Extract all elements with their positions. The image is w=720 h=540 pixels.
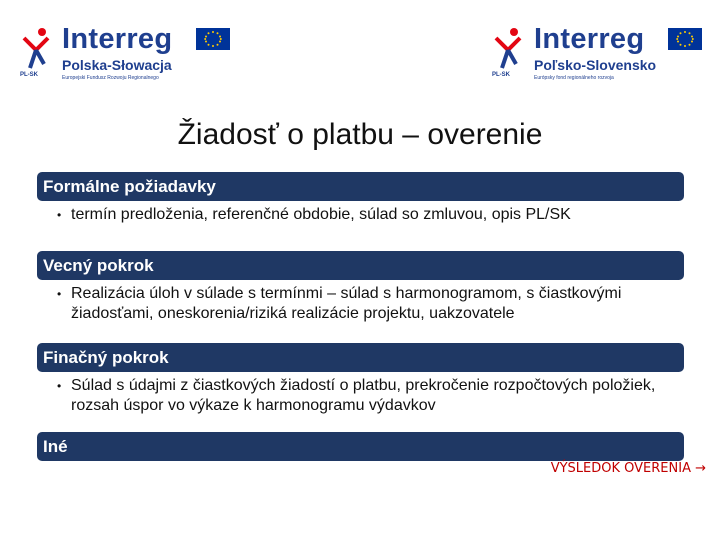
bullet-icon: • bbox=[57, 287, 62, 301]
logo-fund-note: Európsky fond regionálneho rozvoja bbox=[534, 75, 614, 81]
section-header-progress: Vecný pokrok bbox=[37, 251, 684, 280]
bullet-text: termín predloženia, referenčné obdobie, súlad so zmluvou, opis PL/SK bbox=[71, 206, 571, 223]
logo-program: Poľsko-Slovensko bbox=[534, 57, 657, 73]
section-bullet-financial bbox=[57, 376, 682, 416]
section-bullet-progress bbox=[57, 284, 682, 324]
result-label: VÝSLEDOK OVERENIA → bbox=[550, 461, 706, 476]
bullet-text: Realizácia úloh v súlade s termínmi – súlad s harmonogramom, s čiastkovými žiadosťami, oneskorenia/riziká realizácie projektu, uakzovatele bbox=[71, 285, 622, 322]
page-title: Žiadosť o platbu – overenie bbox=[177, 118, 543, 151]
logo-code: PL-SK bbox=[20, 72, 38, 78]
logo-program: Polska-Słowacja bbox=[62, 57, 172, 73]
interreg-logo-pl bbox=[18, 22, 238, 82]
interreg-logo-sk bbox=[490, 22, 710, 82]
logo-code: PL-SK bbox=[492, 72, 510, 78]
bullet-icon: • bbox=[57, 379, 62, 393]
section-header-financial: Finačný pokrok bbox=[37, 343, 684, 372]
section-bullet-formal bbox=[57, 205, 682, 225]
bullet-icon: • bbox=[57, 208, 62, 222]
eu-flag-icon bbox=[668, 28, 702, 50]
logo-brand: Interreg bbox=[62, 23, 173, 55]
logo-fund-note: Europejski Fundusz Rozwoju Regionalnego bbox=[62, 75, 159, 81]
bullet-text: Súlad s údajmi z čiastkových žiadostí o platbu, prekročenie rozpočtových položiek, rozsah úspor vo výkaze k harmonogramu výdavkov bbox=[71, 377, 656, 414]
logo-brand: Interreg bbox=[534, 23, 645, 55]
eu-flag-icon bbox=[196, 28, 230, 50]
section-header-other: Iné bbox=[37, 432, 684, 461]
section-header-formal: Formálne požiadavky bbox=[37, 172, 684, 201]
